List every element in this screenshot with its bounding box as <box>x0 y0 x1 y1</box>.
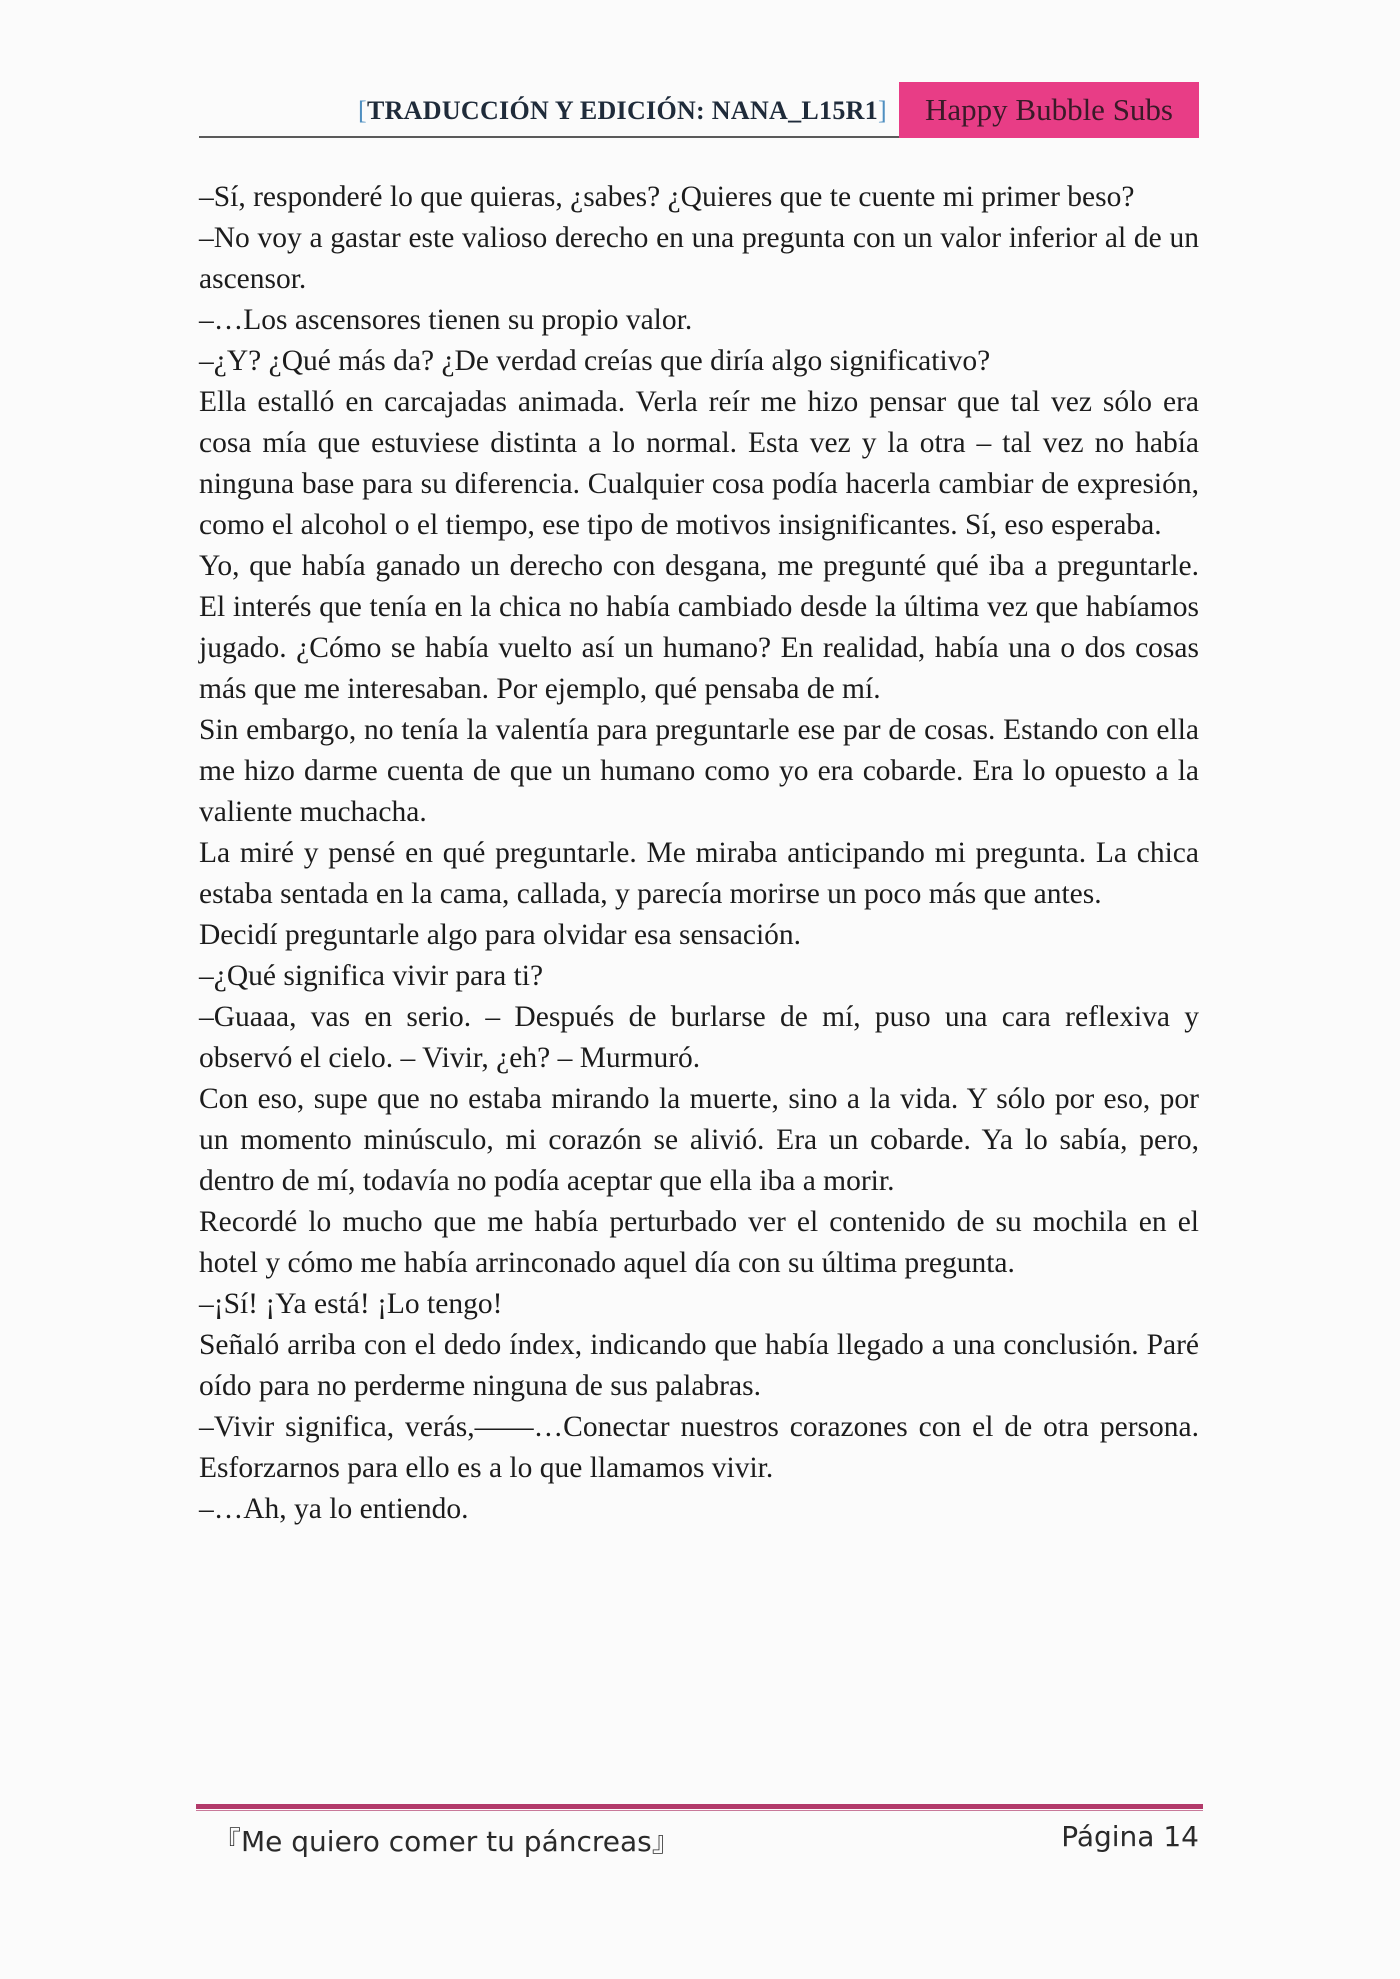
paragraph: Yo, que había ganado un derecho con desgana, me pregunté qué iba a preguntarle. El interés que tenía en la chica no había cambiado desde la última vez que habíamos jugado. ¿Cómo se había vuelto así un humano? En realidad, había una o dos cosas más que me interesaban. Por ejemplo, qué pensaba de mí. <box>199 550 1199 705</box>
header-bracket-open: [ <box>357 96 367 125</box>
footer-rule <box>196 1804 1203 1809</box>
header-badge: Happy Bubble Subs <box>899 82 1199 138</box>
paragraph: Recordé lo mucho que me había perturbado ver el contenido de su mochila en el hotel y cómo me había arrinconado aquel día con su última pregunta. <box>199 1206 1199 1279</box>
paragraph: Con eso, supe que no estaba mirando la muerte, sino a la vida. Y sólo por eso, por un momento minúsculo, mi corazón se alivió. Era un cobarde. Ya lo sabía, pero, dentro de mí, todavía no podía aceptar que ella iba a morir. <box>199 1083 1199 1197</box>
paragraph: –…Los ascensores tienen su propio valor. <box>199 304 693 336</box>
paragraph: –¿Qué significa vivir para ti? <box>199 960 544 992</box>
footer-page-number: Página 14 <box>1061 1820 1199 1853</box>
paragraph: –Vivir significa, verás,——…Conectar nuestros corazones con el de otra persona. Esforzarnos para ello es a lo que llamamos vivir. <box>199 1411 1199 1484</box>
paragraph: –Sí, responderé lo que quieras, ¿sabes? ¿Quieres que te cuente mi primer beso? <box>199 181 1135 213</box>
header-rule <box>199 136 900 138</box>
paragraph: Señaló arriba con el dedo índex, indicando que había llegado a una conclusión. Paré oído para no perderme ninguna de sus palabras. <box>199 1329 1199 1402</box>
paragraph: –¡Sí! ¡Ya está! ¡Lo tengo! <box>199 1288 503 1320</box>
page-header <box>199 82 1199 138</box>
footer-book-title: 『Me quiero comer tu páncreas』 <box>213 1825 680 1858</box>
paragraph: –No voy a gastar este valioso derecho en una pregunta con un valor inferior al de un ascensor. <box>199 222 1199 295</box>
paragraph: –¿Y? ¿Qué más da? ¿De verdad creías que diría algo significativo? <box>199 345 991 377</box>
paragraph: Ella estalló en carcajadas animada. Verla reír me hizo pensar que tal vez sólo era cosa mía que estuviese distinta a lo normal. Esta vez y la otra – tal vez no había ninguna base para su diferencia. Cualquier cosa podía hacerla cambiar de expresión, como el alcohol o el tiempo, ese tipo de motivos insignificantes. Sí, eso esperaba. <box>199 386 1199 541</box>
paragraph: –…Ah, ya lo entiendo. <box>199 1493 469 1525</box>
header-title-text: TRADUCCIÓN Y EDICIÓN: NANA_L15R1 <box>366 96 879 125</box>
paragraph: Sin embargo, no tenía la valentía para preguntarle ese par de cosas. Estando con ella me hizo darme cuenta de que un humano como yo era cobarde. Era lo opuesto a la valiente muchacha. <box>199 714 1199 828</box>
paragraph: La miré y pensé en qué preguntarle. Me miraba anticipando mi pregunta. La chica estaba sentada en la cama, callada, y parecía morirse un poco más que antes. <box>199 837 1199 910</box>
body-text <box>199 177 1199 1530</box>
header-title <box>358 96 887 126</box>
footer-rule-thin <box>196 1810 1203 1811</box>
paragraph: –Guaaa, vas en serio. – Después de burlarse de mí, puso una cara reflexiva y observó el cielo. – Vivir, ¿eh? – Murmuró. <box>199 1001 1199 1074</box>
header-bracket-close: ] <box>878 96 887 125</box>
paragraph: Decidí preguntarle algo para olvidar esa sensación. <box>199 919 802 951</box>
